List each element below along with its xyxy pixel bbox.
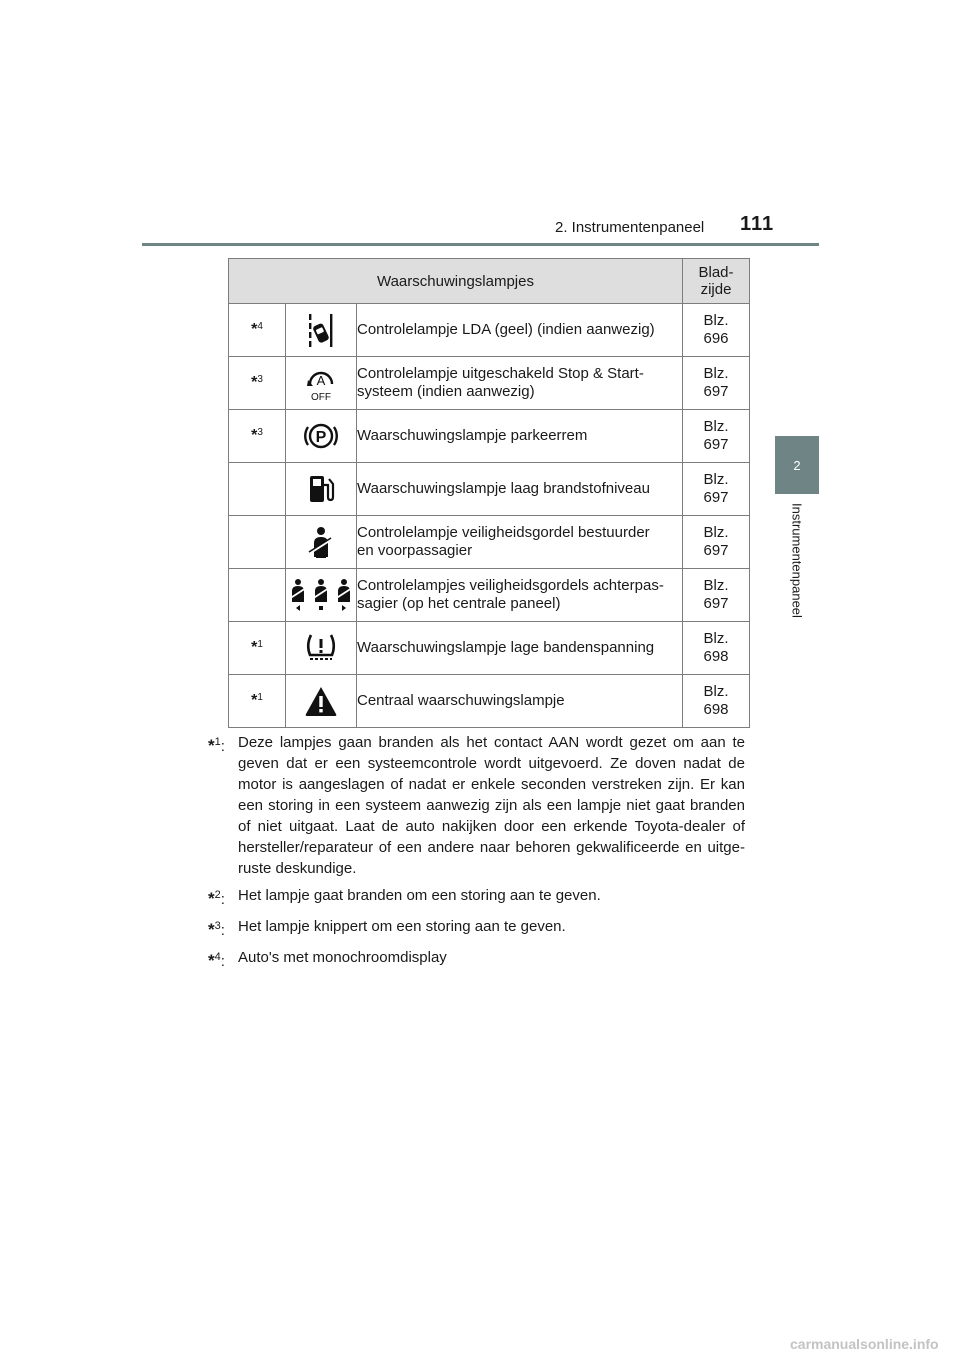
chapter-number: 2: [793, 457, 801, 473]
table-header-row: [229, 259, 750, 304]
table-row: [229, 569, 750, 622]
footnote-text: Deze lampjes gaan branden als het contact AAN wordt gezet om aan te geven dat er een systeemcontrole wordt uitgevoerd. Ze doven nadat de motor is aangeslagen of nadat er enkele seconden verstreken zijn. Er kan een storing in een systeem aanwezig zijn als een lampje niet gaat branden of niet uitgaat. Laat de auto nakijken door een erkende Toyota-dealer of hersteller/reparateur of een andere naar behoren gekwalificeerde en uitge-ruste deskundige.: [238, 734, 745, 877]
lamp-description: Controlelampje veiligheidsgordel bestuurder en voorpassagier: [357, 516, 683, 569]
seatbelt-icon: [306, 525, 336, 559]
footnote-mark: *$^4$: [229, 304, 286, 357]
table-row: [229, 675, 750, 728]
table-row: [229, 410, 750, 463]
watermark[interactable]: carmanualsonline.info: [790, 1336, 939, 1352]
master-warning-icon: [304, 685, 338, 717]
lamp-description: Controlelampje LDA (geel) (indien aanwezig): [357, 304, 683, 357]
lamp-description: Controlelampjes veiligheidsgordels achterpas- sagier (op het centrale paneel): [357, 569, 683, 622]
table-row: [229, 304, 750, 357]
lamp-description: Controlelampje uitgeschakeld Stop & Start- systeem (indien aanwezig): [357, 357, 683, 410]
table-row: [229, 516, 750, 569]
section-title: 2. Instrumentenpaneel: [555, 219, 705, 236]
footnote-mark: [229, 516, 286, 569]
table-row: [229, 622, 750, 675]
footnotes: [208, 732, 745, 978]
footnote-mark: [229, 569, 286, 622]
page-reference[interactable]: Blz. 697: [683, 463, 750, 516]
footnote-mark: [229, 463, 286, 516]
footnote-item: *$^4$: Auto's met monochroomdisplay: [208, 947, 745, 972]
page-reference[interactable]: Blz. 696: [683, 304, 750, 357]
footnote-mark: *$^1$: [229, 675, 286, 728]
icon-off-label: OFF: [311, 392, 331, 402]
lamp-description: Centraal waarschuwingslampje: [357, 675, 683, 728]
footnote-text: Auto's met monochroomdisplay: [238, 949, 447, 966]
lamp-description: Waarschuwingslampje laag brandstofniveau: [357, 463, 683, 516]
column-header-page: Blad- zijde: [683, 259, 750, 304]
table-row: [229, 463, 750, 516]
lamp-description: Waarschuwingslampje parkeerrem: [357, 410, 683, 463]
footnote-text: Het lampje gaat branden om een storing aan te geven.: [238, 887, 601, 904]
svg-text:A: A: [316, 373, 326, 388]
stop-start-off-icon: [304, 364, 338, 402]
fuel-pump-icon: [307, 473, 335, 505]
lamp-description: Waarschuwingslampje lage bandenspanning: [357, 622, 683, 675]
footnote-text: Het lampje knippert om een storing aan te geven.: [238, 918, 566, 935]
column-header-lamps: Waarschuwingslampjes: [229, 259, 683, 304]
chapter-label: Instrumentenpaneel: [789, 503, 805, 618]
tire-pressure-icon: [303, 631, 339, 665]
table-row: [229, 357, 750, 410]
footnote-item: *$^2$: Het lampje gaat branden om een storing aan te geven.: [208, 885, 745, 910]
page-number: 111: [740, 213, 775, 235]
page-reference[interactable]: Blz. 697: [683, 357, 750, 410]
footnote-item: *$^1$: Deze lampjes gaan branden als het contact AAN wordt gezet om aan te geven dat er een systeemcontrole wordt uitgevoerd. Ze doven nadat de motor is aangeslagen of nadat er enkele seconden verstreken zijn. Er kan een storing in een systeem aanwezig zijn als een lampje niet gaat branden of niet uitgaat. Laat de auto nakijken door een erkende Toyota-dealer of hersteller/reparateur of een andere naar behoren gekwalificeerde en uitge-ruste deskundige.: [208, 734, 745, 877]
header-divider: [142, 243, 819, 246]
page-reference[interactable]: Blz. 698: [683, 675, 750, 728]
footnote-mark: *$^1$: [229, 622, 286, 675]
footnote-mark: *$^3$: [229, 357, 286, 410]
parking-brake-icon: [303, 419, 339, 453]
rear-seatbelts-icon: [286, 577, 356, 613]
page-reference[interactable]: Blz. 697: [683, 569, 750, 622]
lane-departure-icon: [306, 312, 336, 348]
page-reference[interactable]: Blz. 698: [683, 622, 750, 675]
chapter-tab[interactable]: [775, 436, 819, 494]
footnote-mark: *$^3$: [229, 410, 286, 463]
page-reference[interactable]: Blz. 697: [683, 516, 750, 569]
footnote-item: *$^3$: Het lampje knippert om een storing aan te geven.: [208, 916, 745, 941]
warning-lights-table: [228, 258, 750, 728]
svg-text:P: P: [315, 429, 327, 446]
page-reference[interactable]: Blz. 697: [683, 410, 750, 463]
